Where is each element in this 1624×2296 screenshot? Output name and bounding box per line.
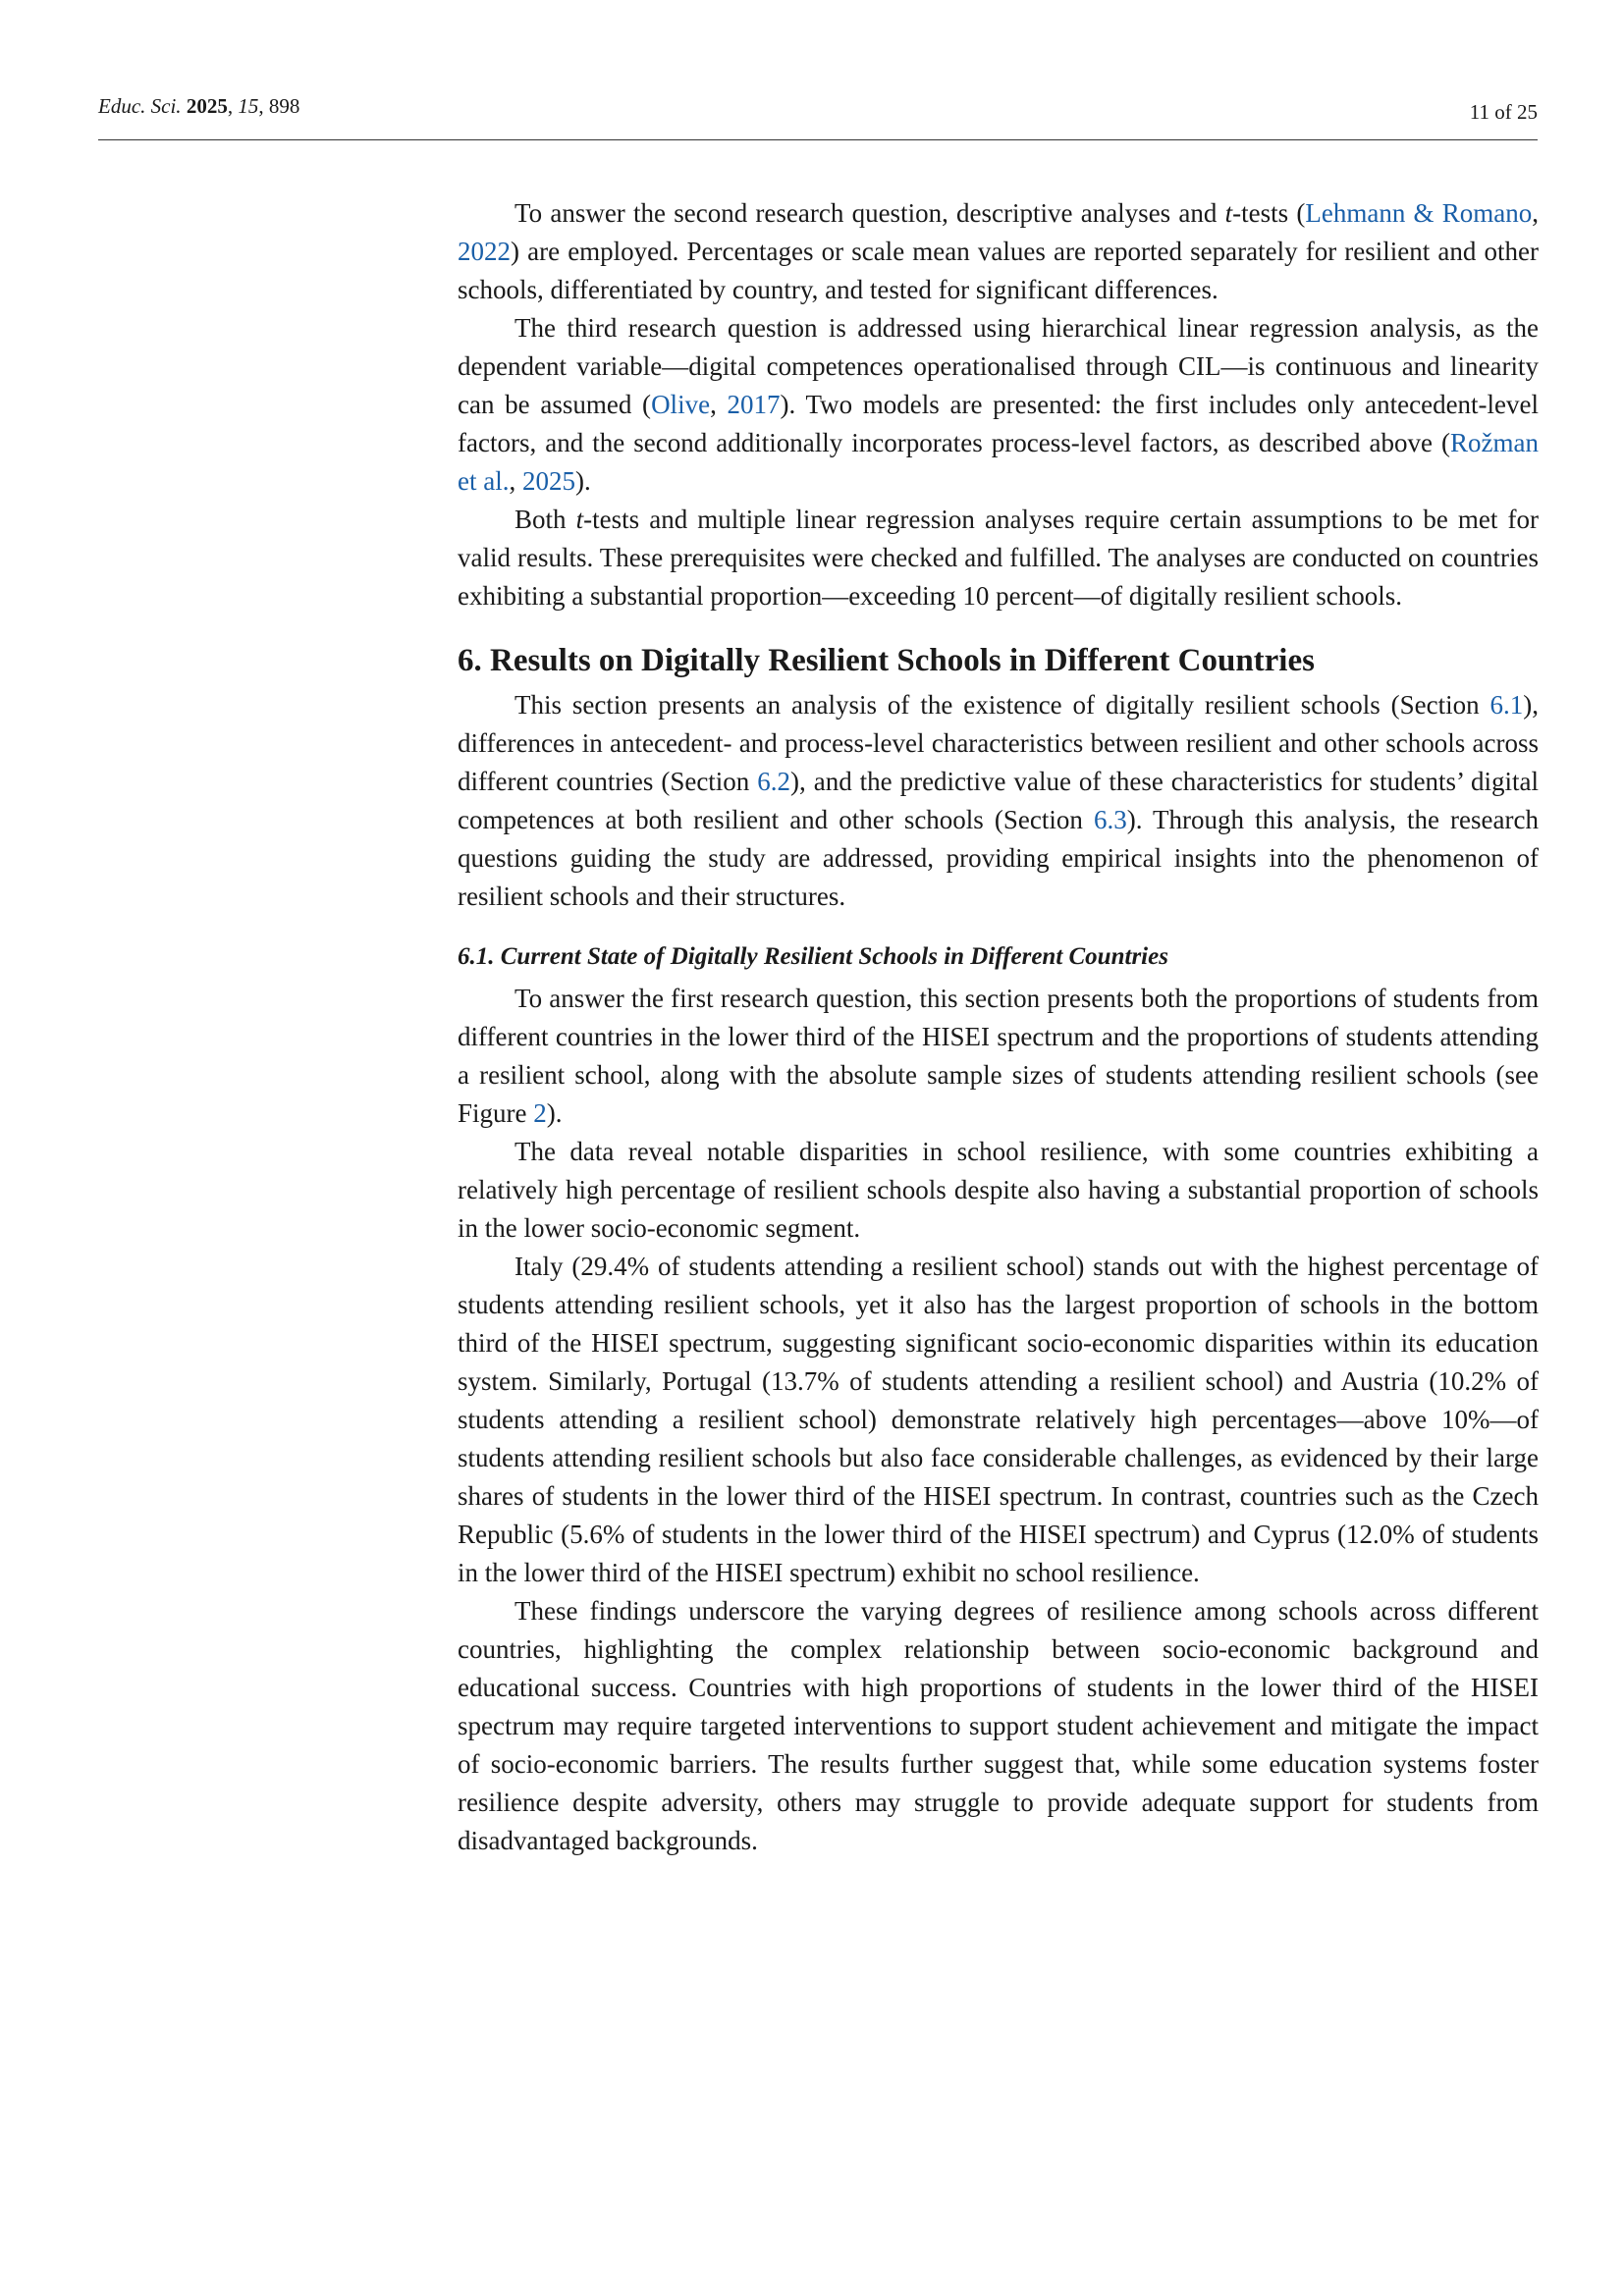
journal-name: Educ. Sci. <box>98 94 182 118</box>
paragraph-rq1: To answer the first research question, this section presents both the proportions of students from different countries in the lower third of the HISEI spectrum and the proportions of students attending a resilient school, along with the absolute sample sizes of students attending resilient schools (see Figure 2). <box>458 984 1539 1128</box>
figure-ref-link-2[interactable]: 2 <box>533 1098 547 1128</box>
journal-citation: Educ. Sci. 2025, 15, 898 <box>98 94 300 118</box>
section-heading-6: 6. Results on Digitally Resilient Schools in Different Countries <box>458 643 1315 678</box>
paragraph-findings: These findings underscore the varying degrees of resilience among schools across different countries, highlighting the complex relationship between socio-economic background and educational success. Countries with high proportions of students in the lower third of the HISEI spectrum may require targeted interventions to support student achievement and mitigate the impact of socio-economic barriers. The results further suggest that, while some education systems foster resilience despite adversity, others may struggle to provide adequate support for students from disadvantaged backgrounds. <box>458 1596 1539 1855</box>
paragraph-rq3: The third research question is addressed using hierarchical linear regression analysis, as the dependent variable—digital competences operationalised through CIL—is continuous and linearity can be assumed (Olive, 2017). Two models are presented: the first includes only antecedent-level factors, and the second additionally incorporates process-level factors, as described above (Rožman et al., 2025). <box>458 313 1540 496</box>
paragraph-assumptions: Both t-tests and multiple linear regression analyses require certain assumptions to be met for valid results. These prerequisites were checked and fulfilled. The analyses are conducted on countries exhibiting a substantial proportion—exceeding 10 percent—of digitally resilient schools. <box>458 505 1539 611</box>
page-number: 11 of 25 <box>1469 100 1538 124</box>
citation-link-lehmann-romano[interactable]: Lehmann & Romano <box>1305 198 1533 228</box>
journal-year: 2025 <box>186 94 228 118</box>
paragraph-disparities: The data reveal notable disparities in school resilience, with some countries exhibiting a relatively high percentage of resilient schools despite also having a substantial proportion of schools in the lower socio-economic segment. <box>458 1137 1539 1243</box>
main-content <box>458 194 1539 1860</box>
section-ref-link-6-2[interactable]: 6.2 <box>757 767 791 796</box>
article-number: , 898 <box>258 94 300 118</box>
citation-year-link-2022[interactable]: 2022 <box>458 237 511 266</box>
citation-year-link-2017[interactable]: 2017 <box>727 390 781 419</box>
journal-volume: 15 <box>238 94 259 118</box>
section-ref-link-6-1[interactable]: 6.1 <box>1489 690 1524 720</box>
citation-link-olive[interactable]: Olive <box>651 390 711 419</box>
running-header <box>98 94 1538 140</box>
citation-link-rozman[interactable]: Rožman et al. <box>458 428 1539 496</box>
subsection-heading-6-1: 6.1. Current State of Digitally Resilient Schools in Different Countries <box>458 943 1168 970</box>
section-ref-link-6-3[interactable]: 6.3 <box>1093 805 1127 834</box>
paragraph-italy-portugal-austria: Italy (29.4% of students attending a resilient school) stands out with the highest percentage of students attending resilient schools, yet it also has the largest proportion of schools in the bottom third of the HISEI spectrum, suggesting significant socio-economic disparities within its education system. Similarly, Portugal (13.7% of students attending a resilient school) and Austria (10.2% of students attending a resilient school) demonstrate relatively high percentages—above 10%—of students attending resilient schools but also face considerable challenges, as evidenced by their large shares of students in the lower third of the HISEI spectrum. In contrast, countries such as the Czech Republic (5.6% of students in the lower third of the HISEI spectrum) and Cyprus (12.0% of students in the lower third of the HISEI spectrum) exhibit no school resilience. <box>458 1252 1539 1587</box>
paragraph-rq2: To answer the second research question, descriptive analyses and t-tests (Lehmann & Romano, 2022) are employed. Percentages or scale mean values are reported separately for resilient and other schools, differentiated by country, and tested for significant differences. <box>458 198 1540 304</box>
citation-year-link-2025[interactable]: 2025 <box>521 466 575 496</box>
paragraph-section6-intro: This section presents an analysis of the existence of digitally resilient schools (Section 6.1), differences in antecedent- and process-level characteristics between resilient and other schools across different countries (Section 6.2), and the predictive value of these characteristics for students’ digital competences at both resilient and other schools (Section 6.3). Through this analysis, the research questions guiding the study are addressed, providing empirical insights into the phenomenon of resilient schools and their structures. <box>458 690 1539 911</box>
